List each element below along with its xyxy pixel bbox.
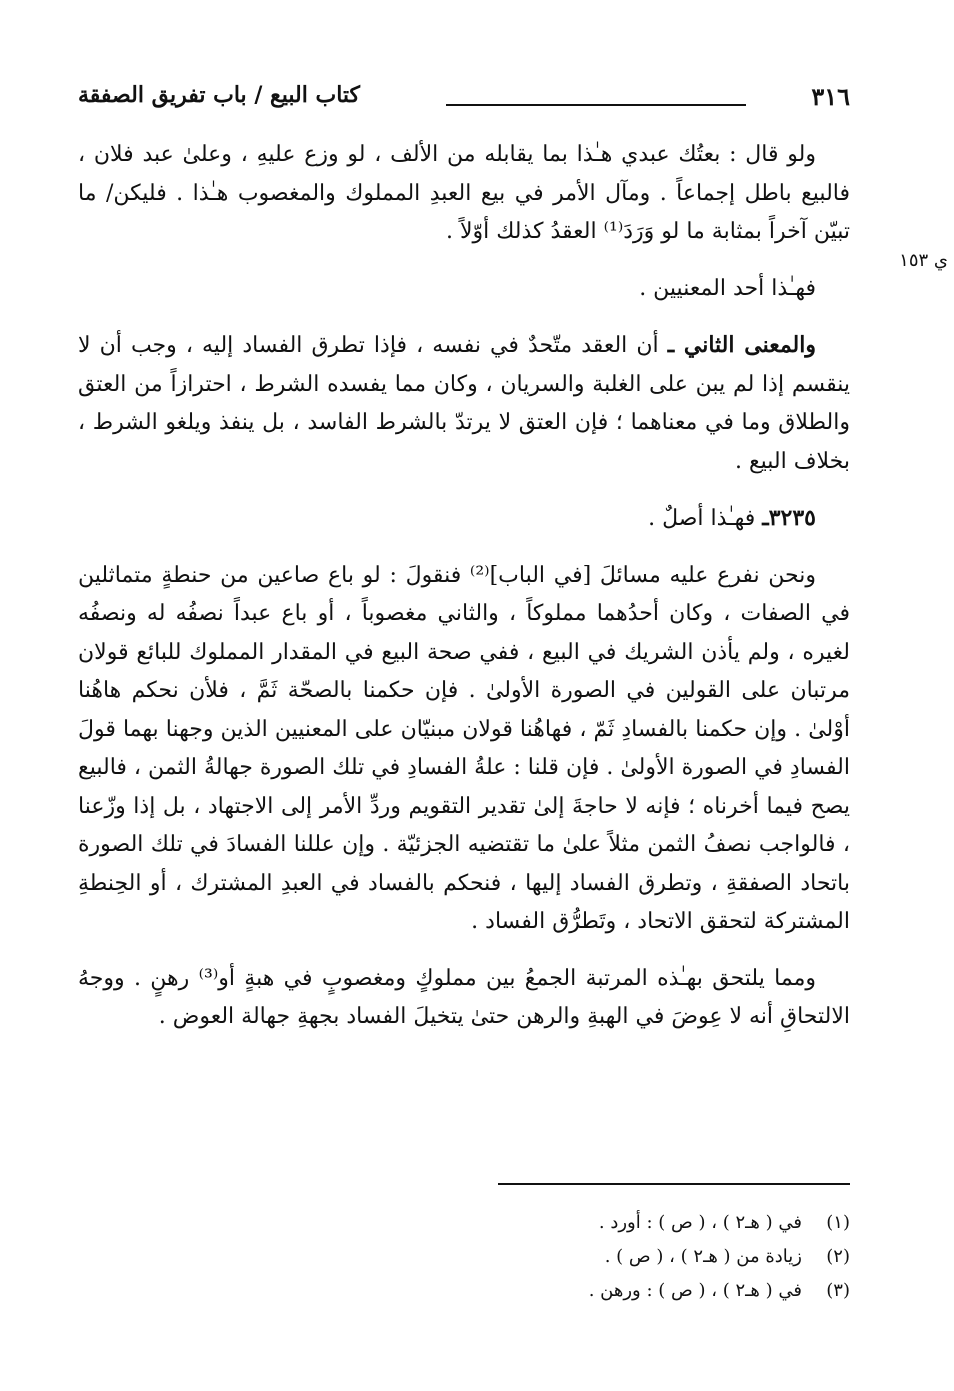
footnotes [250,1206,850,1308]
running-title: كتاب البيع / باب تفريق الصفقة [78,82,361,108]
paragraph-3 [78,326,850,481]
footnote [250,1240,850,1274]
paragraph-5 [78,557,850,942]
header-rule [446,104,746,106]
footnote-number: (٣) [826,1280,850,1301]
paragraph-text: أن العقد متّحدٌ في نفسه ، فإذا تطرق الفساد إليه ، وجب أن لا ينقسم إذا لم يبن على الغلبة والسريان ، وكان مما يفسده الشرط ، احترازاً من العتق والطلاق وما في معناهما ؛ فإن العتق لا يرتدّ بالشرط الفاسد ، بل ينفذ ويلغو الشرط ، بخلاف البيع . [78,333,850,474]
footnote-text: في ( هـ٢ ) ، ( ص ) : ورهن . [588,1280,802,1301]
page-number: ٣١٦ [811,82,850,111]
footnote [250,1274,850,1308]
footnote-text: زيادة من ( هـ٢ ) ، ( ص ) . [604,1246,802,1267]
section-number: ٣٢٣٥ـ [762,505,816,531]
footnote-number: (١) [826,1212,850,1233]
paragraph-1 [78,136,850,252]
page-header [78,80,850,126]
footnote-rule [498,1183,850,1185]
margin-manuscript-ref: ي ١٥٣ [899,250,948,271]
paragraph-text: فهـٰذا أصلٌ . [648,506,763,531]
paragraph-text: فهـٰذا أحد المعنيين . [639,275,816,301]
paragraph-2 [78,270,850,309]
paragraph-text: ونحن نفرع عليه مسائلَ [في الباب]⁽²⁾ فنقولَ : لو باع صاعين من حنطةٍ متماثلين في الصفات ، وكان أحدُهما مملوكاً ، والثاني مغصوباً ، أو باع عبداً نصفُه له ونصفُه لغيره ، ولم يأذن الشريك في البيع ، ففي صحة البيع في المقدار المملوك للبائع قولان مرتبان على القولين في الصورة الأولىٰ . فإن حكمنا بالصحّة ثَمَّ ، فلأن نحكم هاهُنا أوْلىٰ . وإن حكمنا بالفسادِ ثَمّ ، فهاهُنا قولان مبنيّان على المعنيين الذين وجهنا بهما قولَ الفسادِ في الصورة الأولىٰ . فإن قلنا : علةُ الفسادِ في تلك الصورة جهالةُ الثمن ، فالبيع يصح فيما أخرناه ؛ فإنه لا حاجةَ إلىٰ تقدير التقويم وردِّ الأمر إلى الاجتهاد ، بل إذا وزّعنا ، فالواجب نصفُ الثمن مثلاً علىٰ ما تقتضيه الجزئيّة . وإن عللنا الفسادَ في تلك الصورة باتحاد الصفقةِ ، وتطرق الفساد إليها ، فنحكم بالفساد في العبدِ المشترك ، أو الحِنطةِ المشتركة لتحقق الاتحاد ، وتَطرُّق الفساد . [78,562,851,934]
paragraph-lead: والمعنى الثاني ـ [667,332,816,358]
footnote [250,1206,850,1240]
main-text [78,136,850,1055]
footnote-text: في ( هـ٢ ) ، ( ص ) : أورد . [598,1212,802,1233]
paragraph-text: ولو قال : بعتُك عبدي هـٰذا بما يقابله من الألف ، لو وزع عليهِ ، وعلىٰ عبد فلان ، فالبيع باطل إجماعاً . ومآل الأمر في بيع العبدِ المملوك والمغصوب هـٰذا . فليكن/ ما تبيّن آخراً بمثابة ما لو وَرَدَ⁽¹⁾ العقدُ كذلك أوّلاً . [78,142,850,244]
paragraph-4 [78,499,850,539]
paragraph-6 [78,960,850,1037]
paragraph-text: ومما يلتحق بهـٰذه المرتبة الجمعُ بين مملوكٍ ومغصوبٍ في هبةٍ أو⁽³⁾ رهنٍ . ووجهُ الالتحاقِ أنه لا عِوضَ في الهبةِ والرهن حتىٰ يتخيلَ الفساد بجهةِ جهالة العوض . [78,965,850,1029]
footnote-number: (٢) [826,1246,850,1267]
